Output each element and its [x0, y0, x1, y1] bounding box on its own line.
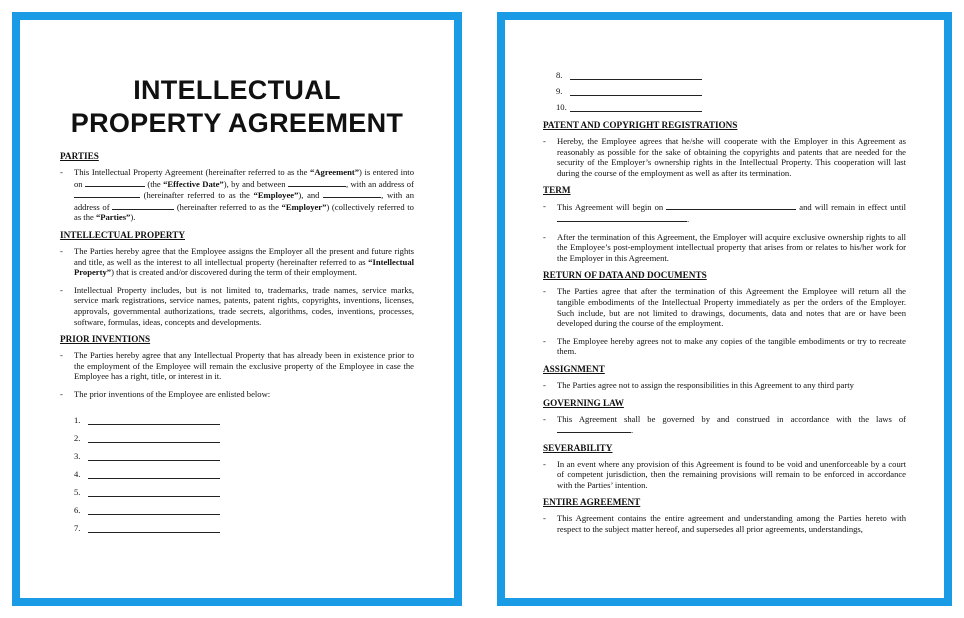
- text-fragment: The Parties agree that after the termination of this Agreement the Employee will return all the tangible embodiments of the Intellectual Property immediately as per the orders of the Employer. Such include, but are not limited to drawings, documents, data and notes that are or have been developed during the course of the employment.: [557, 286, 906, 329]
- section-heading-entire-agreement: ENTIRE AGREEMENT: [543, 497, 641, 508]
- term-parties: “Parties”: [95, 212, 131, 223]
- list-number: 9.: [556, 86, 563, 96]
- list-number: 6.: [74, 504, 81, 515]
- list-number: 3.: [74, 450, 81, 461]
- blank-line[interactable]: [570, 102, 702, 112]
- list-item: [74, 443, 414, 461]
- text-fragment: , with an address of: [74, 190, 414, 212]
- blank-field-end-date[interactable]: [557, 213, 690, 224]
- bullet-dash: -: [543, 335, 546, 346]
- bullet-dash: -: [543, 136, 546, 146]
- text-fragment: ) is entered into on: [74, 167, 414, 189]
- term-paragraph-2: [543, 232, 906, 264]
- blank-field-start-date[interactable]: [666, 201, 796, 210]
- list-number: 2.: [74, 432, 81, 443]
- return-paragraph-2: [543, 336, 906, 357]
- prior-inventions-list-continued: [556, 64, 906, 112]
- prior-inventions-list: [74, 407, 414, 533]
- section-heading-severability: SEVERABILITY: [543, 442, 613, 453]
- bullet-dash: -: [543, 458, 546, 469]
- text-fragment: (hereinafter referred to as the: [174, 201, 282, 212]
- text-fragment: The prior inventions of the Employee are enlisted below:: [74, 388, 271, 399]
- list-item: [74, 479, 414, 497]
- bullet-dash: -: [543, 231, 546, 242]
- term-agreement: “Agreement”: [310, 167, 360, 177]
- blank-line[interactable]: [570, 70, 702, 80]
- bullet-dash: -: [543, 201, 546, 212]
- section-heading-assignment: ASSIGNMENT: [543, 363, 605, 374]
- text-fragment: (the: [144, 178, 164, 189]
- list-item: [556, 96, 906, 112]
- page-1-content: [20, 20, 454, 598]
- list-number: 4.: [74, 468, 81, 479]
- bullet-dash: -: [543, 513, 546, 524]
- list-item: [74, 461, 414, 479]
- blank-field-employer-address[interactable]: [112, 201, 174, 210]
- text-fragment: ).: [130, 212, 136, 223]
- list-item: [556, 64, 906, 80]
- blank-line[interactable]: [88, 451, 220, 461]
- list-number: 8.: [556, 70, 563, 80]
- blank-field-date[interactable]: [85, 178, 145, 187]
- bullet-dash: -: [60, 245, 63, 256]
- text-fragment: and will remain in effect until: [796, 202, 907, 213]
- prior-paragraph-1: [60, 350, 414, 382]
- term-paragraph-1: [543, 201, 906, 224]
- text-fragment: This Intellectual Property Agreement (hereinafter referred to as the: [74, 167, 311, 177]
- text-fragment: The Employee hereby agrees not to make any copies of the tangible embodiments or try to recreate them.: [557, 335, 906, 357]
- text-fragment: This Agreement will begin on: [557, 202, 667, 213]
- section-heading-parties: PARTIES: [60, 151, 99, 161]
- blank-field-employee-address[interactable]: [74, 189, 140, 198]
- list-item: [74, 497, 414, 515]
- list-number: 7.: [74, 522, 81, 533]
- ip-paragraph-1: [60, 246, 414, 278]
- bullet-dash: -: [60, 167, 63, 177]
- text-fragment: ) that is created and/or discovered during the term of their employment.: [111, 267, 357, 278]
- list-item: [556, 80, 906, 96]
- parties-paragraph: [60, 167, 414, 223]
- bullet-dash: -: [60, 284, 63, 295]
- blank-line[interactable]: [88, 415, 220, 425]
- section-heading-governing-law: GOVERNING LAW: [543, 397, 624, 408]
- term-intellectual-property: “Intellectual Property”: [74, 256, 414, 278]
- text-fragment: ) (collectively referred to as the: [74, 201, 414, 223]
- text-fragment: ), by and between: [223, 178, 288, 189]
- list-number: 1.: [74, 414, 81, 425]
- blank-line[interactable]: [88, 433, 220, 443]
- return-paragraph-1: [543, 286, 906, 328]
- ip-paragraph-2: [60, 285, 414, 327]
- text-fragment: (hereinafter referred to as the: [140, 190, 254, 201]
- term-effective-date: “Effective Date”: [163, 178, 224, 189]
- list-item: [74, 515, 414, 533]
- text-fragment: , with an address of: [345, 178, 414, 189]
- prior-paragraph-2: [60, 389, 414, 400]
- blank-line[interactable]: [88, 469, 220, 479]
- list-number: 5.: [74, 486, 81, 497]
- section-heading-patent-copyright: PATENT AND COPYRIGHT REGISTRATIONS: [543, 120, 738, 130]
- title-line-1: INTELLECTUAL: [133, 75, 341, 105]
- severability-paragraph: [543, 459, 906, 491]
- term-employee: “Employee”: [253, 190, 299, 201]
- text-fragment: The Parties hereby agree that the Employee assigns the Employer all the present and future rights and title, as well as the interest to all intellectual property (hereinafter referred to as: [74, 245, 414, 267]
- text-fragment: Intellectual Property includes, but is not limited to, trademarks, trade names, service marks, service mark registrations, service names, patents, patent rights, copyrights, inventions, licenses, approvals, governmental authorizations, trade secrets, algorithms, codes, inventions, processes, software, formulas, ideas, concepts and developments.: [74, 284, 414, 327]
- blank-line[interactable]: [88, 487, 220, 497]
- blank-line[interactable]: [88, 523, 220, 533]
- patent-paragraph: [543, 136, 906, 178]
- term-employer: “Employer”: [281, 201, 327, 212]
- document-page-1: [12, 12, 462, 606]
- blank-field-jurisdiction[interactable]: [557, 424, 634, 436]
- text-fragment: After the termination of this Agreement, the Employer will acquire exclusive ownership rights to all the Employee’s post-employment intellectual property that arises from or relates to his/her work for the Employer in this Agreement.: [557, 231, 906, 263]
- bullet-dash: -: [60, 350, 63, 361]
- text-fragment: .: [687, 213, 690, 224]
- text-fragment: The Parties agree not to assign the responsibilities in this Agreement to any third party: [557, 379, 854, 390]
- governing-paragraph: [543, 414, 906, 436]
- document-title: [60, 74, 414, 140]
- text-fragment: .: [631, 425, 634, 436]
- document-page-2: [497, 12, 952, 606]
- bullet-dash: -: [543, 413, 546, 424]
- text-fragment: This Agreement shall be governed by and construed in accordance with the laws of: [557, 413, 906, 424]
- text-fragment: ), and: [298, 190, 324, 201]
- entire-agreement-paragraph: [543, 513, 906, 534]
- bullet-dash: -: [60, 388, 63, 399]
- bullet-dash: -: [543, 379, 546, 390]
- text-fragment: Hereby, the Employee agrees that he/she will cooperate with the Employer in this Agreement as reasonably as possible for the sake of obtaining the copyrights and patents that are needed for the security of the Employer’s ownership rights in the Intellectual Property. This cooperation will last during the course of the employment as well as after its termination.: [557, 136, 906, 178]
- section-heading-return-of-data: RETURN OF DATA AND DOCUMENTS: [543, 270, 707, 281]
- blank-line[interactable]: [88, 505, 220, 515]
- list-item: [74, 425, 414, 443]
- bullet-dash: -: [543, 286, 546, 297]
- blank-field-employee-name[interactable]: [288, 178, 346, 187]
- text-fragment: In an event where any provision of this Agreement is found to be void and unenforceable by a court of competent jurisdiction, then the remaining provisions will remain to be enforced in accordance with the Parties’ intention.: [557, 458, 906, 490]
- text-fragment: This Agreement contains the entire agreement and understanding among the Parties hereto with respect to the subject matter hereof, and supersedes all prior agreements, understandings,: [557, 513, 906, 535]
- blank-line[interactable]: [570, 86, 702, 96]
- title-line-2: PROPERTY AGREEMENT: [70, 108, 404, 138]
- list-number: 10.: [556, 102, 567, 112]
- section-heading-prior-inventions: PRIOR INVENTIONS: [60, 334, 151, 345]
- section-heading-term: TERM: [543, 185, 571, 196]
- page-2-content: [505, 20, 944, 598]
- text-fragment: The Parties hereby agree that any Intellectual Property that has already been in existence prior to the employment of the Employee will remain the exclusive property of the Employee in case the Employee has a right, title, or interest in it.: [74, 350, 414, 382]
- list-item: [74, 407, 414, 425]
- section-heading-intellectual-property: INTELLECTUAL PROPERTY: [60, 229, 186, 240]
- assignment-paragraph: [543, 380, 906, 391]
- blank-field-employer-name[interactable]: [323, 189, 381, 198]
